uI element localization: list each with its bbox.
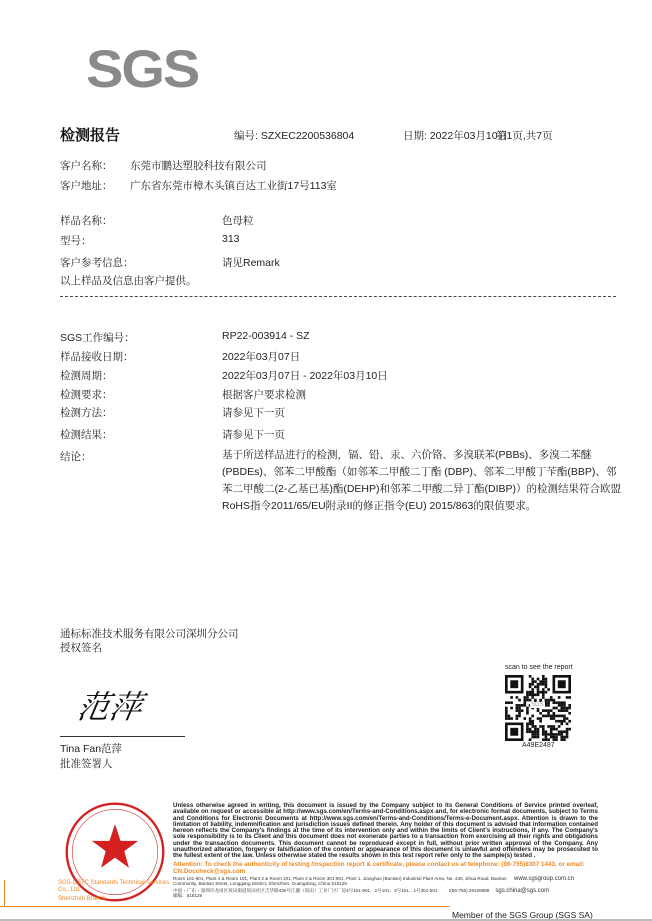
signatory-role: 批准签署人 (60, 758, 113, 770)
qr-module (547, 709, 550, 712)
client-name-label: 客户名称： (60, 160, 113, 172)
qr-module (531, 688, 534, 691)
qr-module (537, 728, 540, 731)
qr-module (545, 736, 548, 739)
test-request: 根据客户要求检测 (222, 389, 306, 401)
qr-module (553, 728, 556, 731)
qr-module (553, 701, 556, 704)
report-date: 日期: 2022年03月10日 (403, 130, 509, 142)
test-period-label: 检测周期： (60, 370, 113, 382)
qr-module (563, 738, 566, 741)
divider (60, 296, 616, 297)
qr-module (537, 678, 540, 681)
qr-module (553, 736, 556, 739)
client-address-label: 客户地址： (60, 180, 113, 192)
qr-module (558, 733, 561, 736)
qr-module (505, 712, 508, 715)
qr-module (547, 733, 550, 736)
qr-module (568, 704, 571, 707)
qr-module (555, 720, 558, 723)
qr-module (542, 688, 545, 691)
signatory-name: Tina Fan范萍 (60, 743, 123, 755)
qr-module (545, 704, 548, 707)
conclusion-text: 基于所送样品进行的检测，镉、铅、汞、六价铬、多溴联苯(PBBs)、多溴二苯醚(PBDEs)、邻苯二甲酸酯（如邻苯二甲酸二丁酯 (DBP)、邻苯二甲酸丁苄酯(BBP)、邻苯二甲酸二(2-乙基已基)酯(DEHP)和邻苯二甲酸二异丁酯(DIBP)）的检测结果符合欧盟RoHS指令2011/65/EU附录II的修正指令(EU) 2015/863的限值要求。 (222, 449, 621, 512)
qr-module (531, 680, 534, 683)
qr-module (550, 730, 553, 733)
qr-module (523, 701, 526, 704)
qr-module (537, 736, 540, 739)
qr-module (547, 715, 550, 718)
email[interactable]: sgs.china@sgs.com (495, 887, 550, 894)
qr-module (516, 696, 519, 699)
qr-module (526, 725, 529, 728)
qr-module (526, 696, 529, 699)
website[interactable]: www.sgsgroup.com.cn (514, 875, 575, 882)
qr-module (550, 699, 553, 702)
qr-module (523, 699, 526, 702)
qr-module (518, 707, 521, 710)
qr-module (568, 728, 571, 731)
qr-module (566, 723, 569, 726)
qr-module (563, 720, 566, 723)
qr-module (529, 683, 532, 686)
qr-module (547, 688, 550, 691)
qr-module (531, 736, 534, 739)
sample-name: 色母粒 (222, 215, 254, 227)
qr-code[interactable] (505, 675, 571, 741)
qr-module (542, 728, 545, 731)
qr-module (537, 693, 540, 696)
qr-module (555, 736, 558, 739)
qr-module (553, 733, 556, 736)
qr-module (508, 701, 511, 704)
qr-module (531, 720, 534, 723)
qr-module (526, 730, 529, 733)
qr-module (542, 691, 545, 694)
sgs-job-no-label: SGS工作编号： (60, 332, 135, 344)
qr-module (505, 709, 508, 712)
footer-marker (4, 880, 5, 906)
qr-module (560, 704, 563, 707)
qr-module (510, 717, 513, 720)
qr-module (529, 738, 532, 741)
qr-module (534, 728, 537, 731)
conclusion-label: 结论： (60, 451, 92, 463)
footer-text (173, 803, 598, 899)
disclaimer-text: Unless otherwise agreed in writing, this document is issued by the Company subject to its General Conditions of Service printed overleaf, available on request or accessible at http://www.sgs.com/en/Terms-and-Conditions.aspx and, for electronic format documents, subject to Terms and Conditions for Electronic Documents at http://www.sgs.com/en/Terms-and-Conditions/Terms-e-Document.aspx. Attention is drawn to the limitation of liability, indemnification and jurisdiction issues defined therein. Any holder of this document is advised that information contained hereon reflects the Company's findings at the time of its intervention only and within the limits of Client's instructions, if any. The Company's sole responsibility is to its Client and this document does not exonerate parties to a transaction from exercising all their rights and obligations under the transaction documents. This document cannot be reproduced except in full, without prior written approval of the Company. Any unauthorized alteration, forgery or falsification of the content or appearance of this document is unlawful and offenders may be prosecuted to the fullest extent of the law. Unless otherwise stated the results shown in this test report refer only to the sample(s) tested . (173, 802, 598, 860)
qr-module (531, 678, 534, 681)
qr-module (545, 683, 548, 686)
qr-finder (510, 680, 518, 688)
qr-code-id: A49E2487 (522, 742, 555, 749)
qr-module (568, 696, 571, 699)
qr-module (553, 715, 556, 718)
qr-module (539, 712, 542, 715)
test-method-label: 检测方法： (60, 407, 113, 419)
qr-module (566, 728, 569, 731)
sample-note: 以上样品及信息由客户提供。 (60, 275, 197, 287)
sample-name-label: 样品名称： (60, 215, 113, 227)
qr-module (526, 699, 529, 702)
qr-module (553, 738, 556, 741)
qr-module (531, 696, 534, 699)
qr-module (560, 701, 563, 704)
qr-module (505, 715, 508, 718)
qr-module (531, 725, 534, 728)
qr-module (563, 717, 566, 720)
model: 313 (222, 233, 240, 245)
qr-module (534, 725, 537, 728)
qr-module (534, 680, 537, 683)
qr-module (529, 723, 532, 726)
qr-module (547, 738, 550, 741)
qr-module (555, 701, 558, 704)
test-request-label: 检测要求： (60, 389, 113, 401)
qr-module (555, 728, 558, 731)
qr-module (560, 720, 563, 723)
client-address: 广东省东莞市樟木头镇百达工业街17号113室 (130, 180, 337, 192)
qr-module (542, 733, 545, 736)
qr-module (558, 715, 561, 718)
page-indicator: 第1页,共7页 (496, 130, 553, 142)
qr-module (550, 709, 553, 712)
qr-module (531, 691, 534, 694)
qr-finder (510, 728, 518, 736)
qr-module (516, 704, 519, 707)
qr-module (545, 678, 548, 681)
qr-module (545, 733, 548, 736)
qr-module (566, 730, 569, 733)
qr-module (560, 707, 563, 710)
qr-module (539, 680, 542, 683)
qr-module (542, 683, 545, 686)
address-chinese: 中国・广东・深圳市龙岗区坂田街道坂田社区吉华路430号江灏（坂田）工业厂区厂房4号101-901、2号101、3号101、1号301-501 邮编：518129 (173, 887, 438, 899)
qr-module (563, 709, 566, 712)
qr-module (542, 725, 545, 728)
qr-module (510, 701, 513, 704)
qr-module (545, 699, 548, 702)
qr-module (542, 715, 545, 718)
qr-module (555, 733, 558, 736)
qr-caption: scan to see the report (505, 664, 573, 671)
qr-module (537, 730, 540, 733)
qr-module (550, 728, 553, 731)
qr-module (563, 704, 566, 707)
qr-module (566, 717, 569, 720)
qr-module (560, 738, 563, 741)
qr-module (505, 707, 508, 710)
qr-module (550, 733, 553, 736)
test-period: 2022年03月07日 - 2022年03月10日 (222, 370, 388, 382)
qr-module (529, 699, 532, 702)
qr-module (558, 704, 561, 707)
qr-module (566, 733, 569, 736)
qr-module (529, 717, 532, 720)
qr-module (529, 691, 532, 694)
authenticity-notice: Attention: To check the authenticity of testing /inspection report & certificate, please contact us at telephone: (86-755)8307 1443, or email: CN.Doccheck@sgs.com (173, 860, 585, 875)
qr-module (526, 693, 529, 696)
stamp-branch: Shenzhen Branch (58, 896, 106, 902)
qr-finder (558, 680, 566, 688)
qr-module (560, 709, 563, 712)
qr-module (539, 683, 542, 686)
qr-module (563, 701, 566, 704)
qr-module (539, 717, 542, 720)
qr-module (563, 730, 566, 733)
qr-module (542, 678, 545, 681)
qr-module (516, 715, 519, 718)
qr-module (529, 730, 532, 733)
qr-module (558, 725, 561, 728)
qr-module (523, 696, 526, 699)
stamp-company: SGS-CSTC Standards Technical Services Co., Ltd. (58, 880, 170, 893)
company-name: 通标标准技术服务有限公司深圳分公司 (60, 628, 239, 640)
qr-module (566, 707, 569, 710)
qr-module (550, 717, 553, 720)
qr-module (526, 707, 529, 710)
qr-module (531, 693, 534, 696)
address-english: Room 101-901, Plant 4 & Room 101, Plant 2 & Room 101, Plant 3 & Room 301-901, Plant 1, Jianghao (Bantian) Industrial Plant Area, No. 430, Jihua Road, Bantian Community, Bantian Street, Longgang District, Shenzhen, Guangdong, China 518129 (173, 875, 507, 887)
qr-module (542, 680, 545, 683)
qr-module (550, 736, 553, 739)
qr-module (526, 691, 529, 694)
qr-module (537, 733, 540, 736)
qr-module (531, 723, 534, 726)
qr-module (542, 730, 545, 733)
qr-module (560, 723, 563, 726)
qr-module (542, 675, 545, 678)
address-row-english (173, 876, 598, 887)
qr-module (518, 704, 521, 707)
qr-module (545, 691, 548, 694)
qr-module (566, 709, 569, 712)
qr-module (523, 704, 526, 707)
qr-module (521, 704, 524, 707)
qr-module (545, 730, 548, 733)
qr-module (542, 693, 545, 696)
qr-module (539, 725, 542, 728)
qr-module (545, 686, 548, 689)
handwritten-signature: 范萍 (74, 688, 146, 726)
qr-module (553, 707, 556, 710)
report-number: 编号: SZXEC2200536804 (234, 130, 355, 142)
qr-module (542, 738, 545, 741)
qr-module (560, 733, 563, 736)
qr-module (529, 720, 532, 723)
qr-module (558, 720, 561, 723)
qr-module (558, 696, 561, 699)
address-row-chinese (173, 888, 598, 899)
qr-module (534, 733, 537, 736)
qr-module (553, 712, 556, 715)
footer-divider (0, 906, 450, 907)
qr-module (523, 717, 526, 720)
qr-module (568, 720, 571, 723)
qr-module (560, 730, 563, 733)
qr-module (545, 715, 548, 718)
qr-module (505, 717, 508, 720)
qr-module (529, 693, 532, 696)
qr-module (526, 712, 529, 715)
qr-module (547, 699, 550, 702)
qr-module (568, 707, 571, 710)
qr-module (531, 715, 534, 718)
received-date: 2022年03月07日 (222, 351, 301, 363)
qr-module (521, 709, 524, 712)
qr-module (526, 723, 529, 726)
qr-module (537, 717, 540, 720)
qr-module (518, 715, 521, 718)
qr-module (534, 693, 537, 696)
qr-module (526, 728, 529, 731)
qr-module (516, 709, 519, 712)
qr-module (529, 686, 532, 689)
qr-module (508, 715, 511, 718)
qr-module (529, 675, 532, 678)
qr-module (526, 709, 529, 712)
qr-module (516, 717, 519, 720)
qr-module (568, 712, 571, 715)
qr-module (545, 738, 548, 741)
sgs-job-no: RP22-003914 - SZ (222, 330, 310, 342)
qr-module (555, 707, 558, 710)
qr-module (558, 709, 561, 712)
page-title: 检测报告 (60, 127, 121, 144)
client-name: 东莞市鹏达塑胶科技有限公司 (130, 160, 267, 172)
qr-module (550, 696, 553, 699)
qr-module (553, 717, 556, 720)
qr-module (516, 707, 519, 710)
qr-module (518, 709, 521, 712)
test-method: 请参见下一页 (222, 407, 285, 419)
qr-module (542, 696, 545, 699)
qr-module (534, 736, 537, 739)
qr-module (518, 712, 521, 715)
qr-module (545, 701, 548, 704)
qr-module (553, 699, 556, 702)
qr-module (563, 736, 566, 739)
qr-module (566, 736, 569, 739)
qr-module (505, 701, 508, 704)
qr-module (510, 696, 513, 699)
client-ref-label: 客户参考信息： (60, 257, 134, 269)
sgs-group-membership: Member of the SGS Group (SGS SA) (452, 910, 593, 920)
qr-module (547, 712, 550, 715)
qr-module (550, 715, 553, 718)
qr-module (534, 699, 537, 702)
qr-module (537, 686, 540, 689)
qr-module (558, 701, 561, 704)
qr-module (547, 725, 550, 728)
qr-module (563, 715, 566, 718)
qr-module (537, 683, 540, 686)
qr-module (560, 736, 563, 739)
qr-module (510, 707, 513, 710)
qr-module (508, 717, 511, 720)
qr-module (539, 691, 542, 694)
qr-module (537, 688, 540, 691)
qr-module (539, 720, 542, 723)
test-result-label: 检测结果： (60, 429, 113, 441)
qr-module (531, 730, 534, 733)
qr-module (539, 699, 542, 702)
test-result: 请参见下一页 (222, 429, 285, 441)
qr-module (560, 715, 563, 718)
qr-module (534, 686, 537, 689)
signature-line (60, 736, 185, 737)
qr-module (537, 709, 540, 712)
qr-module (555, 738, 558, 741)
qr-module (518, 699, 521, 702)
qr-module (531, 733, 534, 736)
qr-module (547, 701, 550, 704)
qr-module (553, 725, 556, 728)
qr-module (537, 691, 540, 694)
qr-module (542, 709, 545, 712)
sgs-logo: SGS (86, 38, 199, 99)
qr-module (531, 683, 534, 686)
qr-module (555, 715, 558, 718)
client-ref: 请见Remark (222, 257, 280, 269)
qr-module (550, 725, 553, 728)
telephone: t(86-755) 25328888 (449, 887, 490, 893)
qr-module (566, 696, 569, 699)
authorized-signature-label: 授权签名 (60, 642, 102, 654)
qr-module (545, 709, 548, 712)
qr-module (545, 680, 548, 683)
model-label: 型号： (60, 235, 92, 247)
qr-module (529, 728, 532, 731)
qr-module (558, 730, 561, 733)
qr-center-label: SGS (531, 702, 544, 708)
qr-module (547, 704, 550, 707)
received-date-label: 样品接收日期： (60, 351, 134, 363)
qr-module (563, 707, 566, 710)
qr-module (534, 730, 537, 733)
